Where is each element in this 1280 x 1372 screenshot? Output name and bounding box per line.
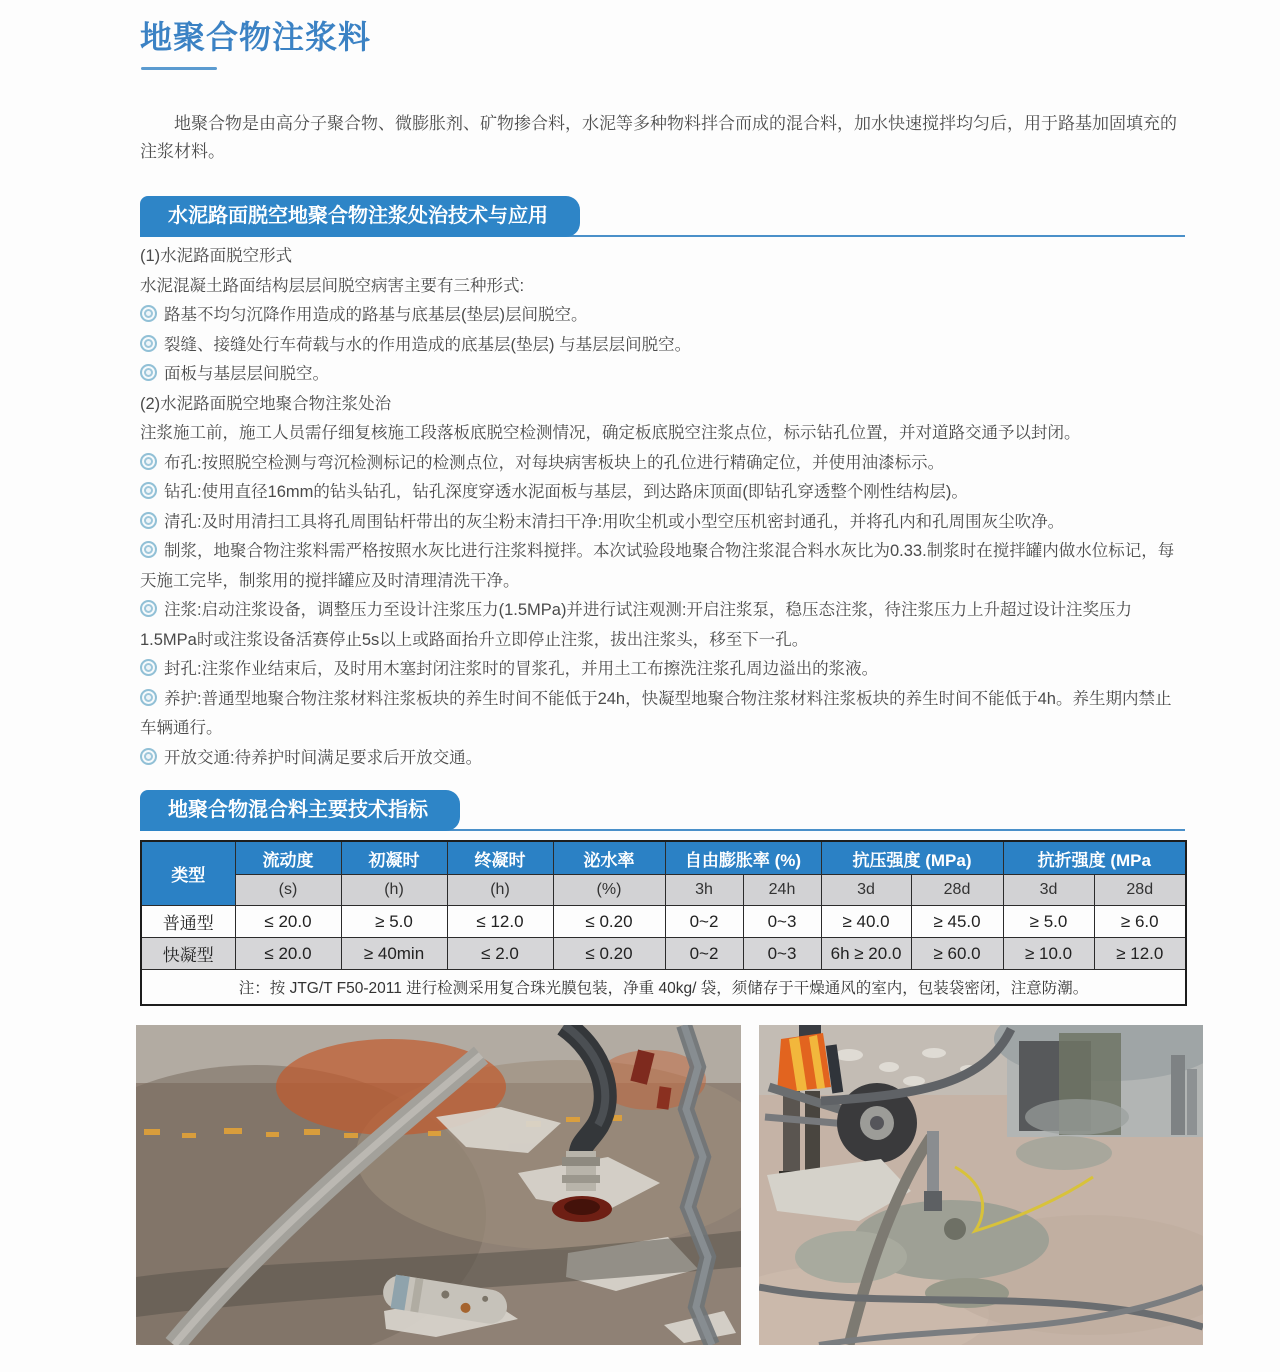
col-header-initial-set: 初凝时 xyxy=(341,841,447,875)
body-line-bullet: 制浆，地聚合物注浆料需严格按照水灰比进行注浆料搅拌。本次试验段地聚合物注浆混合料水灰比为0.33.制浆时在搅拌罐内做水位标记，每天施工完毕，制浆用的搅拌罐应及时清理清洗干净。 xyxy=(140,542,1175,590)
col-header-flexural-strength: 抗折强度 (MPa xyxy=(1003,841,1186,875)
bullet-ring-icon xyxy=(140,364,157,381)
table-note: 注：按 JTG/T F50-2011 进行检测采用复合珠光膜包装，净重 40kg/ 袋，须储存于干燥通风的室内，包装袋密闭，注意防潮。 xyxy=(141,970,1186,1006)
cell: ≥ 45.0 xyxy=(911,906,1003,938)
section1-body xyxy=(140,242,1184,773)
table-row-rapid-set xyxy=(141,938,1186,970)
sub-header: 24h xyxy=(743,875,821,906)
sub-header: (s) xyxy=(235,875,341,906)
bullet-ring-icon xyxy=(140,305,157,322)
section1-banner xyxy=(140,196,1185,237)
cell: ≥ 12.0 xyxy=(1094,938,1186,970)
body-line-bullet: 钻孔:使用直径16mm的钻头钻孔，钻孔深度穿透水泥面板与基层，到达路床顶面(即钻孔穿透整个刚性结构层)。 xyxy=(140,478,1184,508)
bullet-ring-icon xyxy=(140,335,157,352)
cell: ≥ 6.0 xyxy=(1094,906,1186,938)
cell: ≥ 60.0 xyxy=(911,938,1003,970)
bullet-ring-icon xyxy=(140,659,157,676)
bullet-ring-icon xyxy=(140,689,157,706)
section2-banner xyxy=(140,790,1185,831)
cell: 0~3 xyxy=(743,938,821,970)
section1-banner-title: 水泥路面脱空地聚合物注浆处治技术与应用 xyxy=(140,196,580,237)
body-line-bullet: 清孔:及时用清扫工具将孔周围钻杆带出的灰尘粉末清扫干净:用吹尘机或小型空压机密封通孔，并将孔内和孔周围灰尘吹净。 xyxy=(140,508,1184,538)
body-line: (2)水泥路面脱空地聚合物注浆处治 xyxy=(140,394,392,413)
body-line-bullet: 布孔:按照脱空检测与弯沉检测标记的检测点位，对每块病害板块上的孔位进行精确定位，并使用油漆标示。 xyxy=(140,449,1184,479)
bullet-ring-icon xyxy=(140,541,157,558)
page-title: 地聚合物注浆料 xyxy=(140,19,372,55)
sub-header: (%) xyxy=(553,875,665,906)
table-header-row-2 xyxy=(141,875,1186,906)
body-line-bullet: 注浆:启动注浆设备，调整压力至设计注浆压力(1.5MPa)并进行试注观测:开启注浆泵，稳压态注浆，待注浆压力上升超过设计注奖压力1.5MPa时或注浆设备活赛停止5s以上或路面抬升立即停止注浆，拔出注浆头，移至下一孔。 xyxy=(140,601,1133,649)
cell: 0~2 xyxy=(665,938,743,970)
section2-banner-title: 地聚合物混合料主要技术指标 xyxy=(140,790,460,831)
cell: 0~3 xyxy=(743,906,821,938)
bullet-ring-icon xyxy=(140,453,157,470)
body-line-bullet: 裂缝、接缝处行车荷载与水的作用造成的底基层(垫层) 与基层层间脱空。 xyxy=(140,331,1184,361)
col-header-compressive-strength: 抗压强度 (MPa) xyxy=(821,841,1003,875)
col-header-final-set: 终凝时 xyxy=(447,841,553,875)
body-line-bullet: 路基不均匀沉降作用造成的路基与底基层(垫层)层间脱空。 xyxy=(140,301,1184,331)
sub-header: 3d xyxy=(1003,875,1094,906)
body-line-bullet: 面板与基层层间脱空。 xyxy=(140,360,1184,390)
title-underline-dash xyxy=(141,67,217,70)
cell: ≤ 0.20 xyxy=(553,906,665,938)
cell: ≥ 5.0 xyxy=(1003,906,1094,938)
cell: ≤ 12.0 xyxy=(447,906,553,938)
body-line-bullet: 养护:普通型地聚合物注浆材料注浆板块的养生时间不能低于24h，快凝型地聚合物注浆材料注浆板块的养生时间不能低于4h。养生期内禁止车辆通行。 xyxy=(140,689,1172,737)
photo-grouting-worksite xyxy=(759,1025,1203,1345)
table-note-row xyxy=(141,970,1186,1006)
cell: ≤ 20.0 xyxy=(235,938,341,970)
bullet-ring-icon xyxy=(140,748,157,765)
table-header-row-1 xyxy=(141,841,1186,875)
cell: ≥ 40.0 xyxy=(821,906,911,938)
cell: ≤ 20.0 xyxy=(235,906,341,938)
sub-header: 3h xyxy=(665,875,743,906)
cell: ≥ 5.0 xyxy=(341,906,447,938)
row-type-label: 快凝型 xyxy=(141,938,235,970)
sub-header: 28d xyxy=(1094,875,1186,906)
cell: ≥ 40min xyxy=(341,938,447,970)
sub-header: (h) xyxy=(447,875,553,906)
photo-row xyxy=(136,1025,1204,1345)
technical-spec-table xyxy=(140,840,1187,1006)
intro-paragraph: 地聚合物是由高分子聚合物、微膨胀剂、矿物掺合料，水泥等多种物料拌合而成的混合料，加水快速搅拌均匀后，用于路基加固填充的注浆材料。 xyxy=(140,114,1177,161)
cell: 6h ≥ 20.0 xyxy=(821,938,911,970)
photo-grouting-hose-on-pavement xyxy=(136,1025,741,1345)
body-line-bullet: 封孔:注浆作业结束后，及时用木塞封闭注浆时的冒浆孔，并用土工布擦洗注浆孔周边溢出的浆液。 xyxy=(140,655,1184,685)
cell: 0~2 xyxy=(665,906,743,938)
bullet-ring-icon xyxy=(140,512,157,529)
cell: ≥ 10.0 xyxy=(1003,938,1094,970)
row-type-label: 普通型 xyxy=(141,906,235,938)
sub-header: 28d xyxy=(911,875,1003,906)
col-header-type: 类型 xyxy=(141,841,235,906)
body-line: 水泥混凝土路面结构层层间脱空病害主要有三种形式: xyxy=(140,276,525,295)
cell: ≤ 2.0 xyxy=(447,938,553,970)
col-header-free-expansion: 自由膨胀率 (%) xyxy=(665,841,821,875)
body-line-bullet: 开放交通:待养护时间满足要求后开放交通。 xyxy=(140,744,1184,774)
bullet-ring-icon xyxy=(140,600,157,617)
col-header-bleeding: 泌水率 xyxy=(553,841,665,875)
sub-header: (h) xyxy=(341,875,447,906)
cell: ≤ 0.20 xyxy=(553,938,665,970)
bullet-ring-icon xyxy=(140,482,157,499)
body-line: (1)水泥路面脱空形式 xyxy=(140,247,293,265)
body-line: 注浆施工前，施工人员需仔细复核施工段落板底脱空检测情况，确定板底脱空注浆点位，标示钻孔位置，并对道路交通予以封闭。 xyxy=(140,424,1081,442)
col-header-fluidity: 流动度 xyxy=(235,841,341,875)
sub-header: 3d xyxy=(821,875,911,906)
table-row-ordinary xyxy=(141,906,1186,938)
